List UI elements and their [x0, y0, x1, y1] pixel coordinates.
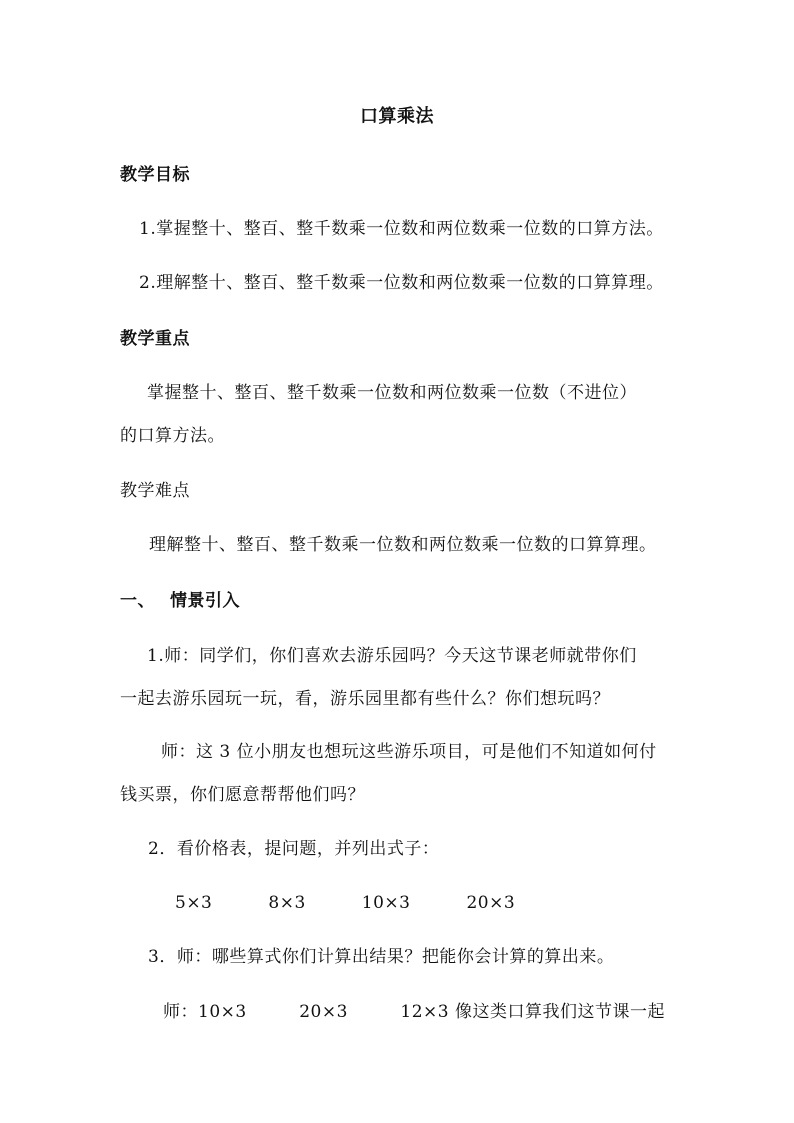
paragraph-5: 师：10×3 20×3 12×3 像这类口算我们这节课一起	[163, 1002, 665, 1022]
difficulty-text: 理解整十、整百、整千数乘一位数和两位数乘一位数的口算算理。	[149, 535, 657, 555]
page-title: 口算乘法	[360, 106, 434, 127]
expression-item: 8×3	[268, 893, 306, 913]
key-heading: 教学重点	[120, 329, 190, 349]
goal-item-2: 2.理解整十、整百、整千数乘一位数和两位数乘一位数的口算算理。	[139, 273, 664, 293]
paragraph-3: 2．看价格表，提问题，并列出式子：	[148, 839, 440, 859]
paragraph-4: 3．师：哪些算式你们计算出结果？把能你会计算的算出来。	[148, 947, 615, 967]
paragraph-1-line-1: 1.师：同学们，你们喜欢去游乐园吗？今天这节课老师就带你们	[147, 646, 637, 666]
part1-heading: 情景引入	[170, 591, 240, 611]
key-text-line-2: 的口算方法。	[120, 426, 225, 446]
expression-list	[175, 892, 571, 914]
key-text-line-1: 掌握整十、整百、整千数乘一位数和两位数乘一位数（不进位）	[147, 383, 637, 403]
paragraph-2-line-2: 钱买票，你们愿意帮帮他们吗？	[120, 785, 365, 805]
paragraph-1-line-2: 一起去游乐园玩一玩，看，游乐园里都有些什么？你们想玩吗？	[120, 689, 610, 709]
expression-item: 10×3	[361, 893, 411, 913]
paragraph-2-line-1: 师：这 3 位小朋友也想玩这些游乐项目，可是他们不知道如何付	[161, 742, 657, 762]
expression-item: 5×3	[175, 893, 213, 913]
goal-item-1: 1.掌握整十、整百、整千数乘一位数和两位数乘一位数的口算方法。	[139, 219, 664, 239]
difficulty-heading: 教学难点	[120, 481, 190, 501]
goal-heading: 教学目标	[120, 165, 190, 185]
expression-item: 20×3	[466, 893, 516, 913]
part1-number: 一、	[120, 591, 155, 611]
